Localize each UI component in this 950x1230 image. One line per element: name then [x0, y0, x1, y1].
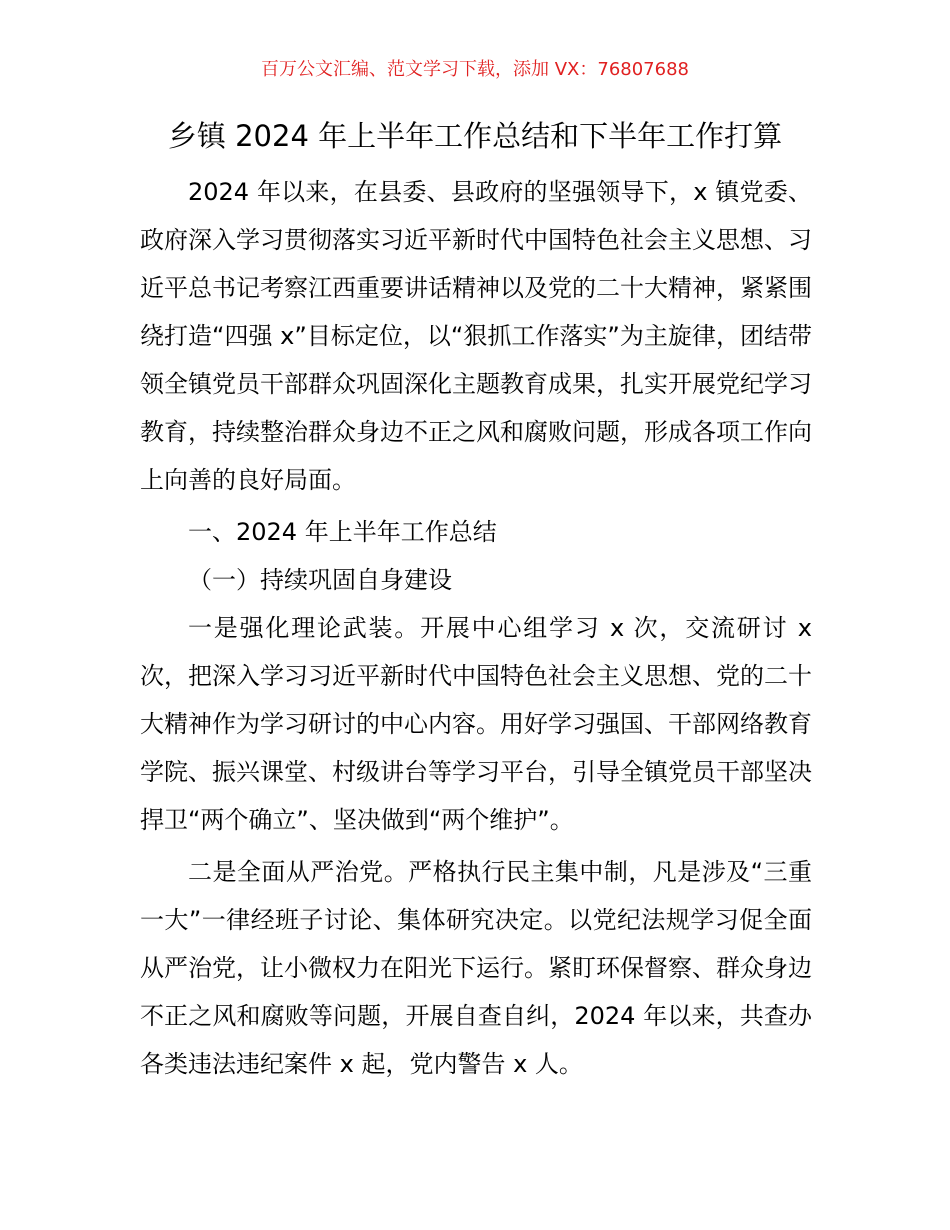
document-title: 乡镇 2024 年上半年工作总结和下半年工作打算 [167, 119, 783, 153]
intro-paragraph: 2024 年以来，在县委、县政府的坚强领导下，x 镇党委、政府深入学习贯彻落实习近平新时代中国特色社会主义思想、习近平总书记考察江西重要讲话精神以及党的二十大精神，紧紧围绕打造“四强 x”目标定位，以“狠抓工作落实”为主旋律，团结带领全镇党员干部群众巩固深化主题教育成果，扎实开展党纪学习教育，持续整治群众身边不正之风和腐败问题，形成各项工作向上向善的良好局面。 [140, 178, 812, 494]
document-body [140, 168, 812, 1092]
section-heading: 一、2024 年上半年工作总结 [188, 518, 497, 546]
header-watermark-note: 百万公文汇编、范文学习下载，添加 VX：76807688 [261, 59, 689, 80]
body-paragraph-theory: 一是强化理论武装。开展中心组学习 x 次，交流研讨 x 次，把深入学习习近平新时代中国特色社会主义思想、党的二十大精神作为学习研讨的中心内容。用好学习强国、干部网络教育学院、振兴课堂、村级讲台等学习平台，引导全镇党员干部坚决捍卫“两个确立”、坚决做到“两个维护”。 [140, 614, 812, 834]
subsection-heading: （一）持续巩固自身建设 [188, 566, 452, 594]
body-paragraph-discipline: 二是全面从严治党。严格执行民主集中制，凡是涉及“三重一大”一律经班子讨论、集体研究决定。以党纪法规学习促全面从严治党，让小微权力在阳光下运行。紧盯环保督察、群众身边不正之风和腐败等问题，开展自查自纠，2024 年以来，共查办各类违法违纪案件 x 起，党内警告 x 人。 [140, 858, 812, 1078]
